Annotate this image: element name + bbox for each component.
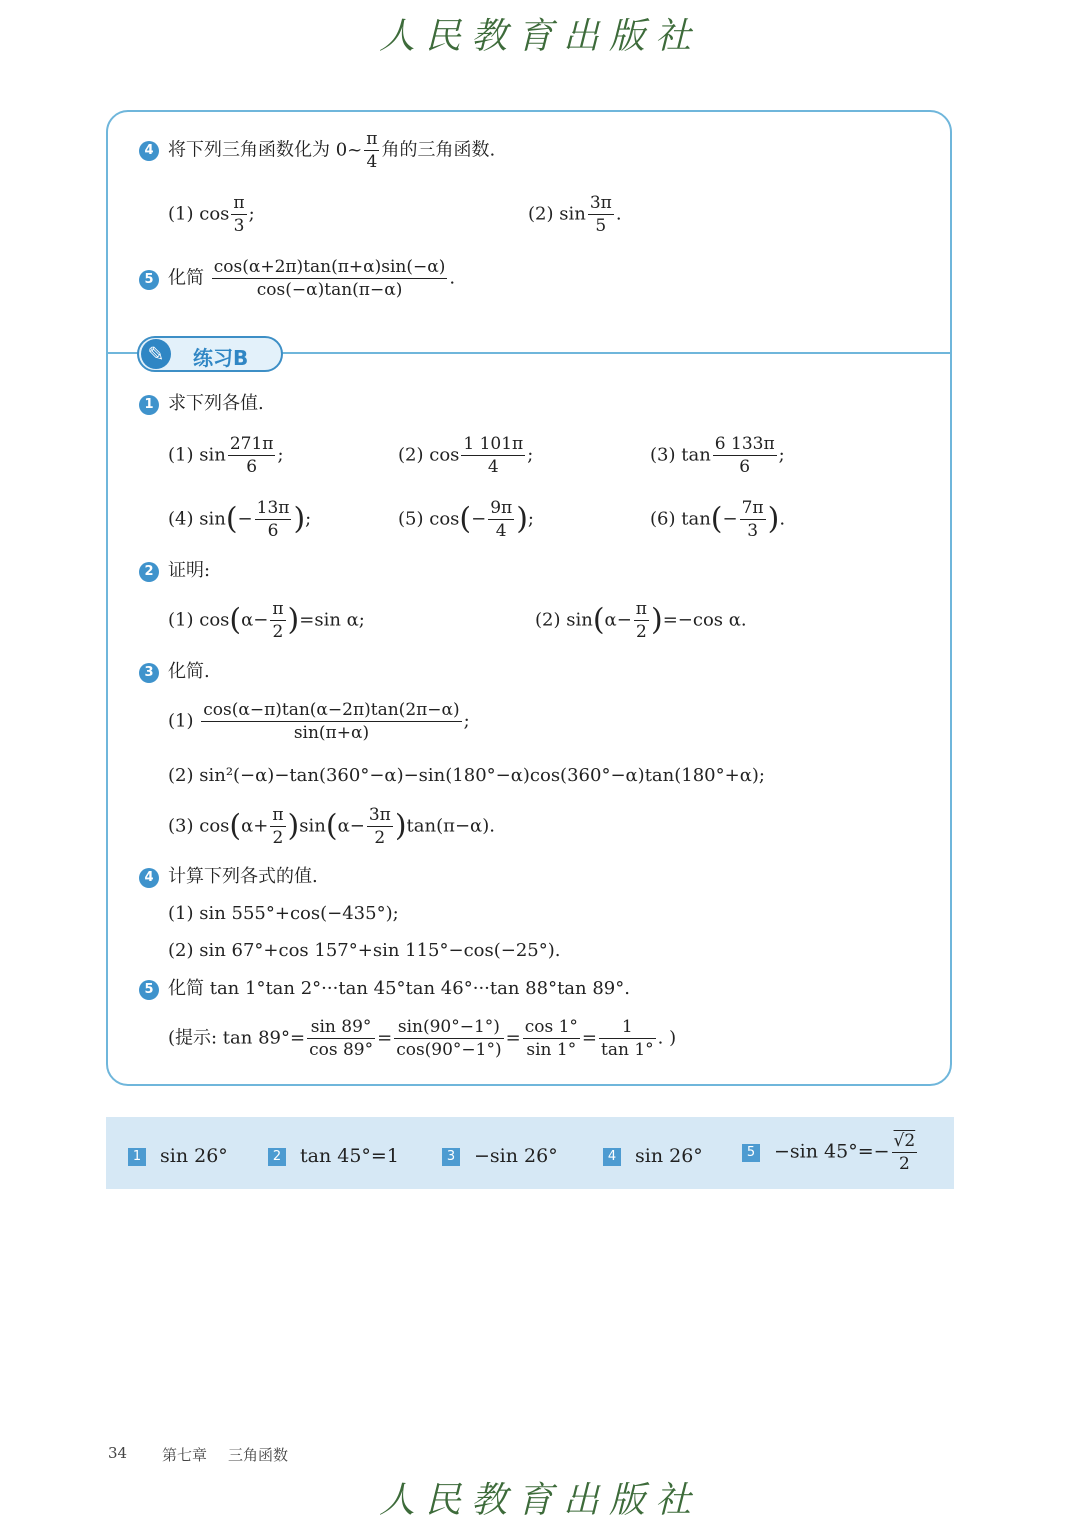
question-4b: 计算下列各式的值. <box>168 866 318 887</box>
question-1b-item: (2) cos $\frac{1 101\pi}{4}$ ; <box>398 434 534 477</box>
question-number: 4 <box>139 868 159 888</box>
question-4b-part1: (1) sin 555°+cos(−435°); <box>168 903 399 924</box>
question-number: 5 <box>139 980 159 1000</box>
answer-item: 5 −sin 45°=− $\frac{√2}{2}$ <box>742 1130 919 1175</box>
publisher-logo-top: 人民教育出版社 <box>378 16 701 57</box>
question-5b-hint: (提示: tan 89°= $\frac{\sin 89^\circ}{\cos 89^\circ}$ = $\frac{\sin(90^\circ-1^\circ)}{\cos(90^\circ-1^\circ)}$ = $\frac{\cos 1^\circ}{\sin 1^\circ}$ = $\frac{1}{\tan 1^\circ}$ . ) <box>168 1017 677 1060</box>
question-3b-part2: (2) sin²(−α)−tan(360°−α)−sin(180°−α)cos(360°−α)tan(180°+α); <box>168 765 765 786</box>
question-3b-part1: (1) $\frac{\cos(\alpha-\pi)\tan(\alpha-2\pi)\tan(2\pi-\alpha)}{\sin(\pi+\alpha)}$ ; <box>168 700 470 743</box>
question-2b: 证明: <box>168 560 211 581</box>
question-number: 4 <box>139 141 159 161</box>
question-1b-item: (6) tan(− $\frac{7\pi}{3}$ ). <box>650 498 786 541</box>
question-1b-item: (4) sin(− $\frac{13\pi}{6}$ ); <box>168 498 312 541</box>
section-title: 练习B <box>193 346 249 370</box>
question-1b-item: (3) tan $\frac{6 133\pi}{6}$ ; <box>650 434 785 477</box>
question-4b-part2: (2) sin 67°+cos 157°+sin 115°−cos(−25°). <box>168 940 561 961</box>
page-number: 34 <box>108 1444 128 1462</box>
question-number: 5 <box>139 270 159 290</box>
question-1b-item: (5) cos(− $\frac{9\pi}{4}$ ); <box>398 498 534 541</box>
question-number: 2 <box>139 562 159 582</box>
question-3b-part3: (3) cos(α+ $\frac{\pi}{2}$ )sin(α− $\frac{3\pi}{2}$ )tan(π−α). <box>168 805 495 848</box>
question-number: 1 <box>139 395 159 415</box>
question-3b: 化简. <box>168 661 210 682</box>
question-number: 3 <box>139 663 159 683</box>
answer-item: 2 tan 45°=1 <box>268 1145 399 1167</box>
question-1b-item: (1) sin $\frac{271\pi}{6}$ ; <box>168 434 284 477</box>
answer-item: 1 sin 26° <box>128 1145 228 1167</box>
question-4a-part2: (2) sin $\frac{3\pi}{5}$ . <box>528 193 622 236</box>
question-5a: 化简 $\frac{\cos(\alpha+2\pi)\tan(\pi+\alpha)\sin(-\alpha)}{\cos(-\alpha)\tan(\pi-\alpha)}$ . <box>168 257 456 300</box>
chapter-label: 第七章 <box>162 1446 208 1464</box>
question-1b: 求下列各值. <box>168 393 264 414</box>
section-badge <box>137 336 283 372</box>
question-2b-part2: (2) sin(α− $\frac{\pi}{2}$ )=−cos α. <box>535 599 747 642</box>
publisher-logo-bottom: 人民教育出版社 <box>378 1480 701 1521</box>
pencil-check-icon: ✎ <box>141 339 171 369</box>
answer-item: 4 sin 26° <box>603 1145 703 1167</box>
question-5b: 化简 tan 1°tan 2°···tan 45°tan 46°···tan 88°tan 89°. <box>168 978 630 999</box>
answer-item: 3 −sin 26° <box>442 1145 558 1167</box>
question-4a-part1: (1) cos $\frac{\pi}{3}$ ; <box>168 193 255 236</box>
chapter-title: 三角函数 <box>228 1446 289 1464</box>
question-4a: 将下列三角函数化为 0~ $\frac{\pi}{4}$ 角的三角函数. <box>168 129 496 172</box>
question-2b-part1: (1) cos(α− $\frac{\pi}{2}$ )=sin α; <box>168 599 365 642</box>
